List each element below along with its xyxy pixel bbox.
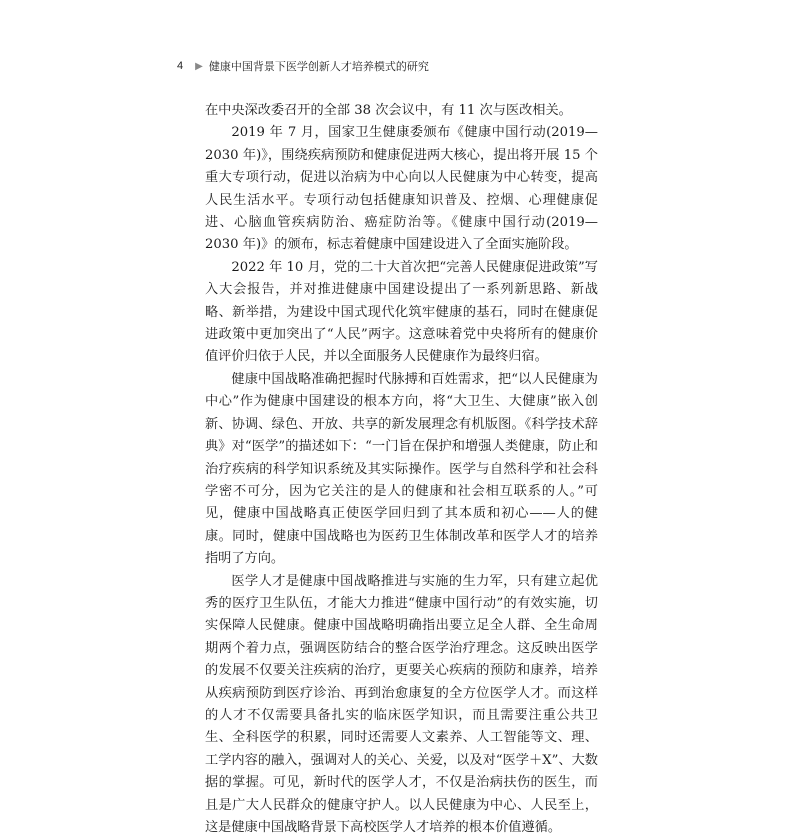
running-title: 健康中国背景下医学创新人才培养模式的研究 (208, 60, 429, 73)
body-paragraph: 2022 年 10 月，党的二十大首次把“完善人民健康促进政策”写入大会报告，并对推进健康中国建设提出了一系列新思路、新战略、新举措，为建设中国式现代化筑牢健康的基石，同时在健康促进政策中更加突出了“人民”两字。这意味着党中央将所有的健康价值评价归依于人民，并以全面服务人民健康作为最终归宿。 (205, 259, 598, 365)
triangle-right-icon: ▶ (195, 60, 203, 72)
running-header (177, 58, 429, 74)
page-body (205, 100, 598, 839)
page-number: 4 (177, 60, 184, 72)
body-paragraph: 医学人才是健康中国战略推进与实施的生力军，只有建立起优秀的医疗卫生队伍，才能大力推进“健康中国行动”的有效实施，切实保障人民健康。健康中国战略明确指出要立足全人群、全生命周期两个着力点，强调医防结合的整合医学治疗理念。这反映出医学的发展不仅要关注疾病的治疗，更要关心疾病的预防和康养，培养从疾病预防到医疗诊治、再到治愈康复的全方位医学人才。而这样的人才不仅需要具备扎实的临床医学知识，而且需要注重公共卫生、全科医学的积累，同时还需要人文素养、人工智能等文、理、工学内容的融入，强调对人的关心、关爱，以及对“医学＋X”、大数据的掌握。可见，新时代的医学人才，不仅是治病扶伤的医生，而且是广大人民群众的健康守护人。以人民健康为中心、人民至上，这是健康中国战略背景下高校医学人才培养的根本价值遵循。 (205, 573, 598, 835)
body-paragraph: 在中央深改委召开的全部 38 次会议中，有 11 次与医改相关。 (205, 103, 572, 118)
body-paragraph: 健康中国战略准确把握时代脉搏和百姓需求，把“以人民健康为中心”作为健康中国建设的根本方向，将“大卫生、大健康”嵌入创新、协调、绿色、开放、共享的新发展理念有机版图。《科学技术辞典》对“医学”的描述如下：“一门旨在保护和增强人类健康，防止和治疗疾病的科学知识系统及其实际操作。医学与自然科学和社会科学密不可分，因为它关注的是人的健康和社会相互联系的人。”可见，健康中国战略真正使医学回归到了其本质和初心——人的健康。同时，健康中国战略也为医药卫生体制改革和医学人才的培养指明了方向。 (205, 371, 598, 567)
body-paragraph: 2019 年 7 月，国家卫生健康委颁布《健康中国行动(2019—2030 年)》，围绕疾病预防和健康促进两大核心，提出将开展 15 个重大专项行动，促进以治病为中心向以人民健康为中心转变，提高人民生活水平。专项行动包括健康知识普及、控烟、心理健康促进、心脑血管疾病防治、癌症防治等。《健康中国行动(2019—2030 年)》的颁布，标志着健康中国建设进入了全面实施阶段。 (205, 125, 598, 253)
